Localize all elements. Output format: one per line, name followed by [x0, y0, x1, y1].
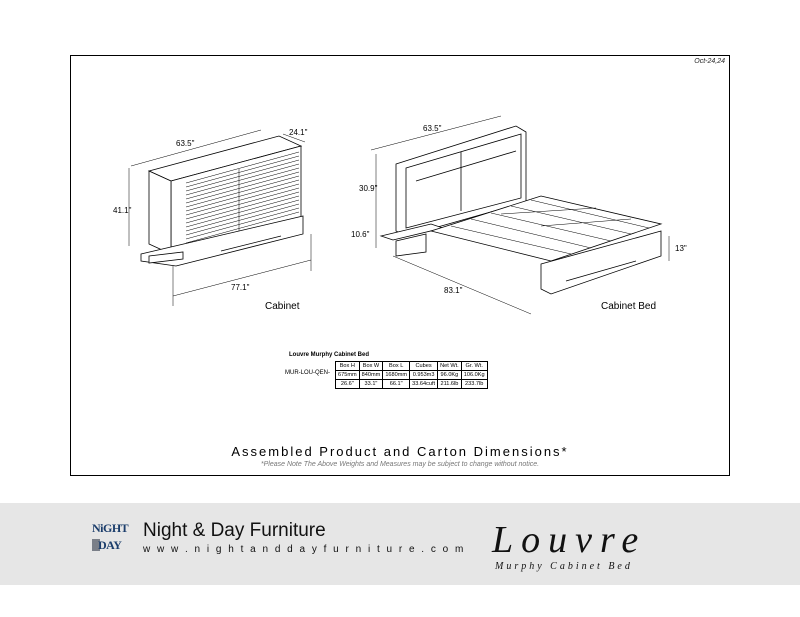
table-title: Louvre Murphy Cabinet Bed: [289, 352, 370, 358]
brand-name: Night & Day Furniture: [143, 520, 326, 541]
spec-sheet: [70, 55, 730, 476]
disclaimer-note: *Please Note The Above Weights and Measures may be subject to change without notice.: [260, 461, 540, 468]
bed-length-dim: 83.1": [444, 286, 463, 295]
table-cell: 33.1": [359, 380, 383, 389]
table-cell: 840mm: [359, 371, 383, 380]
cabinet-drawing: [129, 130, 311, 306]
table-header: Box H: [336, 362, 360, 371]
table-cell: 1680mm: [383, 371, 410, 380]
sheet-date: Oct-24,24: [694, 58, 725, 65]
table-header: Box W: [359, 362, 383, 371]
table-cell: 211.6lb: [438, 380, 462, 389]
table-cell: 675mm: [336, 371, 360, 380]
table-cell: 233.7lb: [461, 380, 487, 389]
cabinet-height-dim: 41.1": [113, 206, 132, 215]
cabinet-width-dim: 63.5": [176, 139, 195, 148]
table-cell: 66.1": [383, 380, 410, 389]
table-header: Box L: [383, 362, 410, 371]
cabinet-bed-label: Cabinet Bed: [601, 301, 657, 312]
table-cell: 26.6": [336, 380, 360, 389]
bed-side-dim: 13": [675, 244, 687, 253]
table-cell: 96.0Kg: [438, 371, 462, 380]
cabinet-depth-dim: 24.1": [289, 128, 308, 137]
table-row: [336, 371, 488, 380]
table-header-row: [336, 362, 488, 371]
bed-lower-dim: 10.6": [351, 230, 370, 239]
night-day-logo: NiGHT DAY: [92, 521, 129, 552]
cabinet-label: Cabinet: [265, 301, 300, 312]
table-row: [336, 380, 488, 389]
cabinet-open-dim: 77.1": [231, 283, 250, 292]
table-cell: 33.64cuft: [410, 380, 438, 389]
table-row-label: MUR-LOU-QEN-: [285, 370, 330, 376]
table-cell: 0.953m3: [410, 371, 438, 380]
website-url[interactable]: w w w . n i g h t a n d d a y f u r n i t u r e . c o m: [143, 544, 466, 555]
product-subtitle: Murphy Cabinet Bed: [495, 561, 633, 572]
table-cell: 106.0Kg: [461, 371, 487, 380]
product-name: Louvre: [492, 519, 647, 561]
cabinet-bed-drawing: [371, 116, 669, 314]
table-header: Net Wt.: [438, 362, 462, 371]
sheet-heading: Assembled Product and Carton Dimensions*: [231, 444, 569, 459]
table-header: Gr. Wt.: [461, 362, 487, 371]
bed-width-dim: 63.5": [423, 124, 442, 133]
table-header: Cubes: [410, 362, 438, 371]
bed-upper-dim: 30.9": [359, 184, 378, 193]
carton-spec-table: [335, 361, 488, 389]
